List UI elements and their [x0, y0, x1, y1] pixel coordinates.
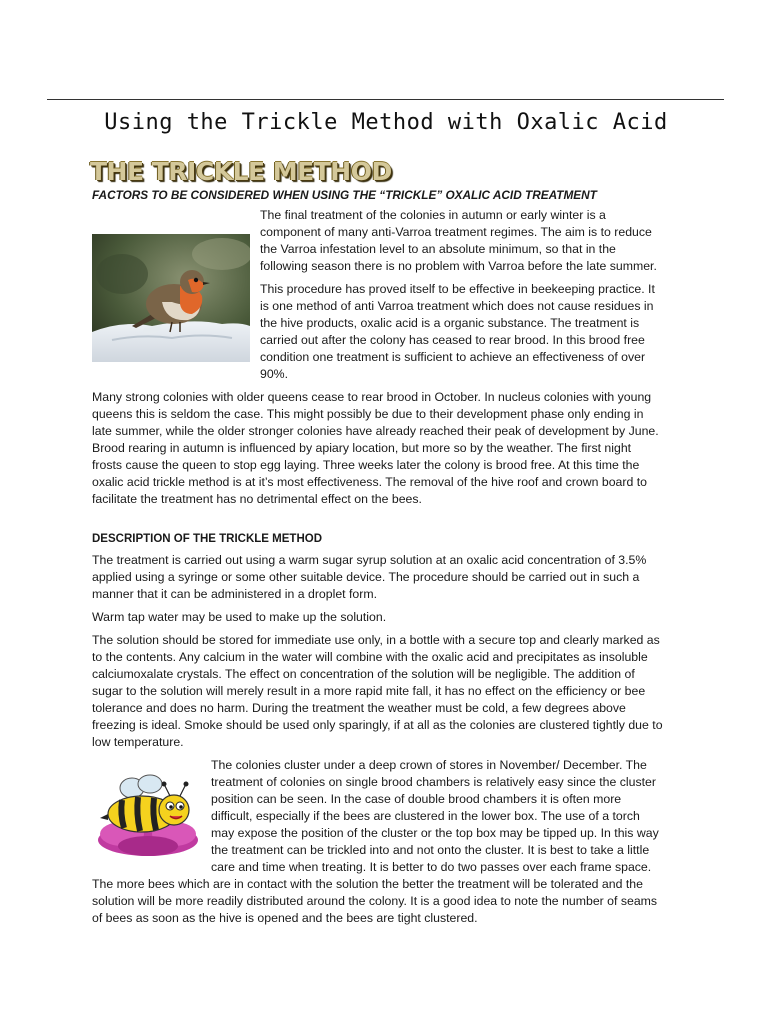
- robin-photo: [92, 234, 252, 366]
- description-paragraph-2: Warm tap water may be used to make up the solution.: [92, 610, 387, 624]
- intro-paragraph-2: This procedure has proved itself to be effective in beekeeping practice. It is one method of anti Varroa treatment which does not cause residues in the hive products, oxalic acid is a organic substance. The treatment is carried out after the colony has ceased to rear brood. In this brood free condition one treatment is sufficient to achieve an effectiveness of over 90%.: [260, 282, 655, 381]
- top-rule: [47, 99, 724, 100]
- description-heading: DESCRIPTION OF THE TRICKLE METHOD: [92, 533, 322, 545]
- page-title: Using the Trickle Method with Oxalic Acid: [104, 110, 668, 135]
- description-paragraph-3: The solution should be stored for immediate use only, in a bottle with a secure top and clearly marked as to the contents. Any calcium in the water will combine with the oxalic acid and precipitates as insoluble calciumoxalate crystals. The effect on concentration of the solution will be negligible. The addition of sugar to the solution will merely result in a more rapid mite fall, it has no effect on the efficiency or bee tolerance and does no harm. During the treatment the weather must be cold, a few degrees above freezing is ideal. Smoke should be used only sparingly, if at all as the colonies are clustered tightly due to low temperature.: [92, 633, 663, 749]
- factors-subheading: FACTORS TO BE CONSIDERED WHEN USING THE “TRICKLE” OXALIC ACID TREATMENT: [92, 188, 597, 202]
- description-paragraph-1: The treatment is carried out using a warm sugar syrup solution at an oxalic acid concentration of 3.5% applied using a syringe or some other suitable device. The procedure should be carried out in such a manner that it can be administered in a droplet form.: [92, 553, 647, 601]
- intro-paragraph-3: Many strong colonies with older queens cease to rear brood in October. In nucleus colonies with young queens this is seldom the case. This might possibly be due to their development phase only ending in late summer, while the older stronger colonies have already reached their peak of development by June. Brood rearing in autumn is influenced by apiary location, but more so by the weather. The first night frosts cause the queen to stop egg laying. Three weeks later the colony is brood free. At this time the oxalic acid trickle method is at it’s most effectiveness. The removal of the hive roof and crown board to facilitate the treatment has no detrimental effect on the bees.: [92, 390, 659, 506]
- article-body: [92, 187, 664, 933]
- trickle-method-banner: THE TRICKLE METHOD: [90, 157, 392, 186]
- intro-paragraph-1: The final treatment of the colonies in autumn or early winter is a component of many anti-Varroa treatment regimes. The aim is to reduce the Varroa infestation level to an absolute minimum, so that in the following season there is no problem with Varroa before the late summer.: [260, 208, 657, 273]
- robin-image: [92, 234, 250, 362]
- description-paragraph-4: The colonies cluster under a deep crown of stores in November/ December. The treatment of colonies on single brood chambers is relatively easy since the cluster position can be seen. In the case of double brood chambers it is often more difficult, especially if the bees are clustered in the lower box. The use of a torch may expose the position of the cluster or the top box may be tipped up. In this way the treatment can be trickled into and not onto the cluster. It is best to take a little care and time when treating. It is better to do two passes over each frame space. The more bees which are in contact with the solution the better the treatment will be tolerated and the solution will be more readily distributed around the colony. It is a good idea to note the number of seams of bees as soon as the hive is opened and the bees are tight clustered.: [92, 758, 659, 925]
- bee-on-flower-image: [92, 774, 204, 860]
- bee-cartoon: [92, 774, 208, 862]
